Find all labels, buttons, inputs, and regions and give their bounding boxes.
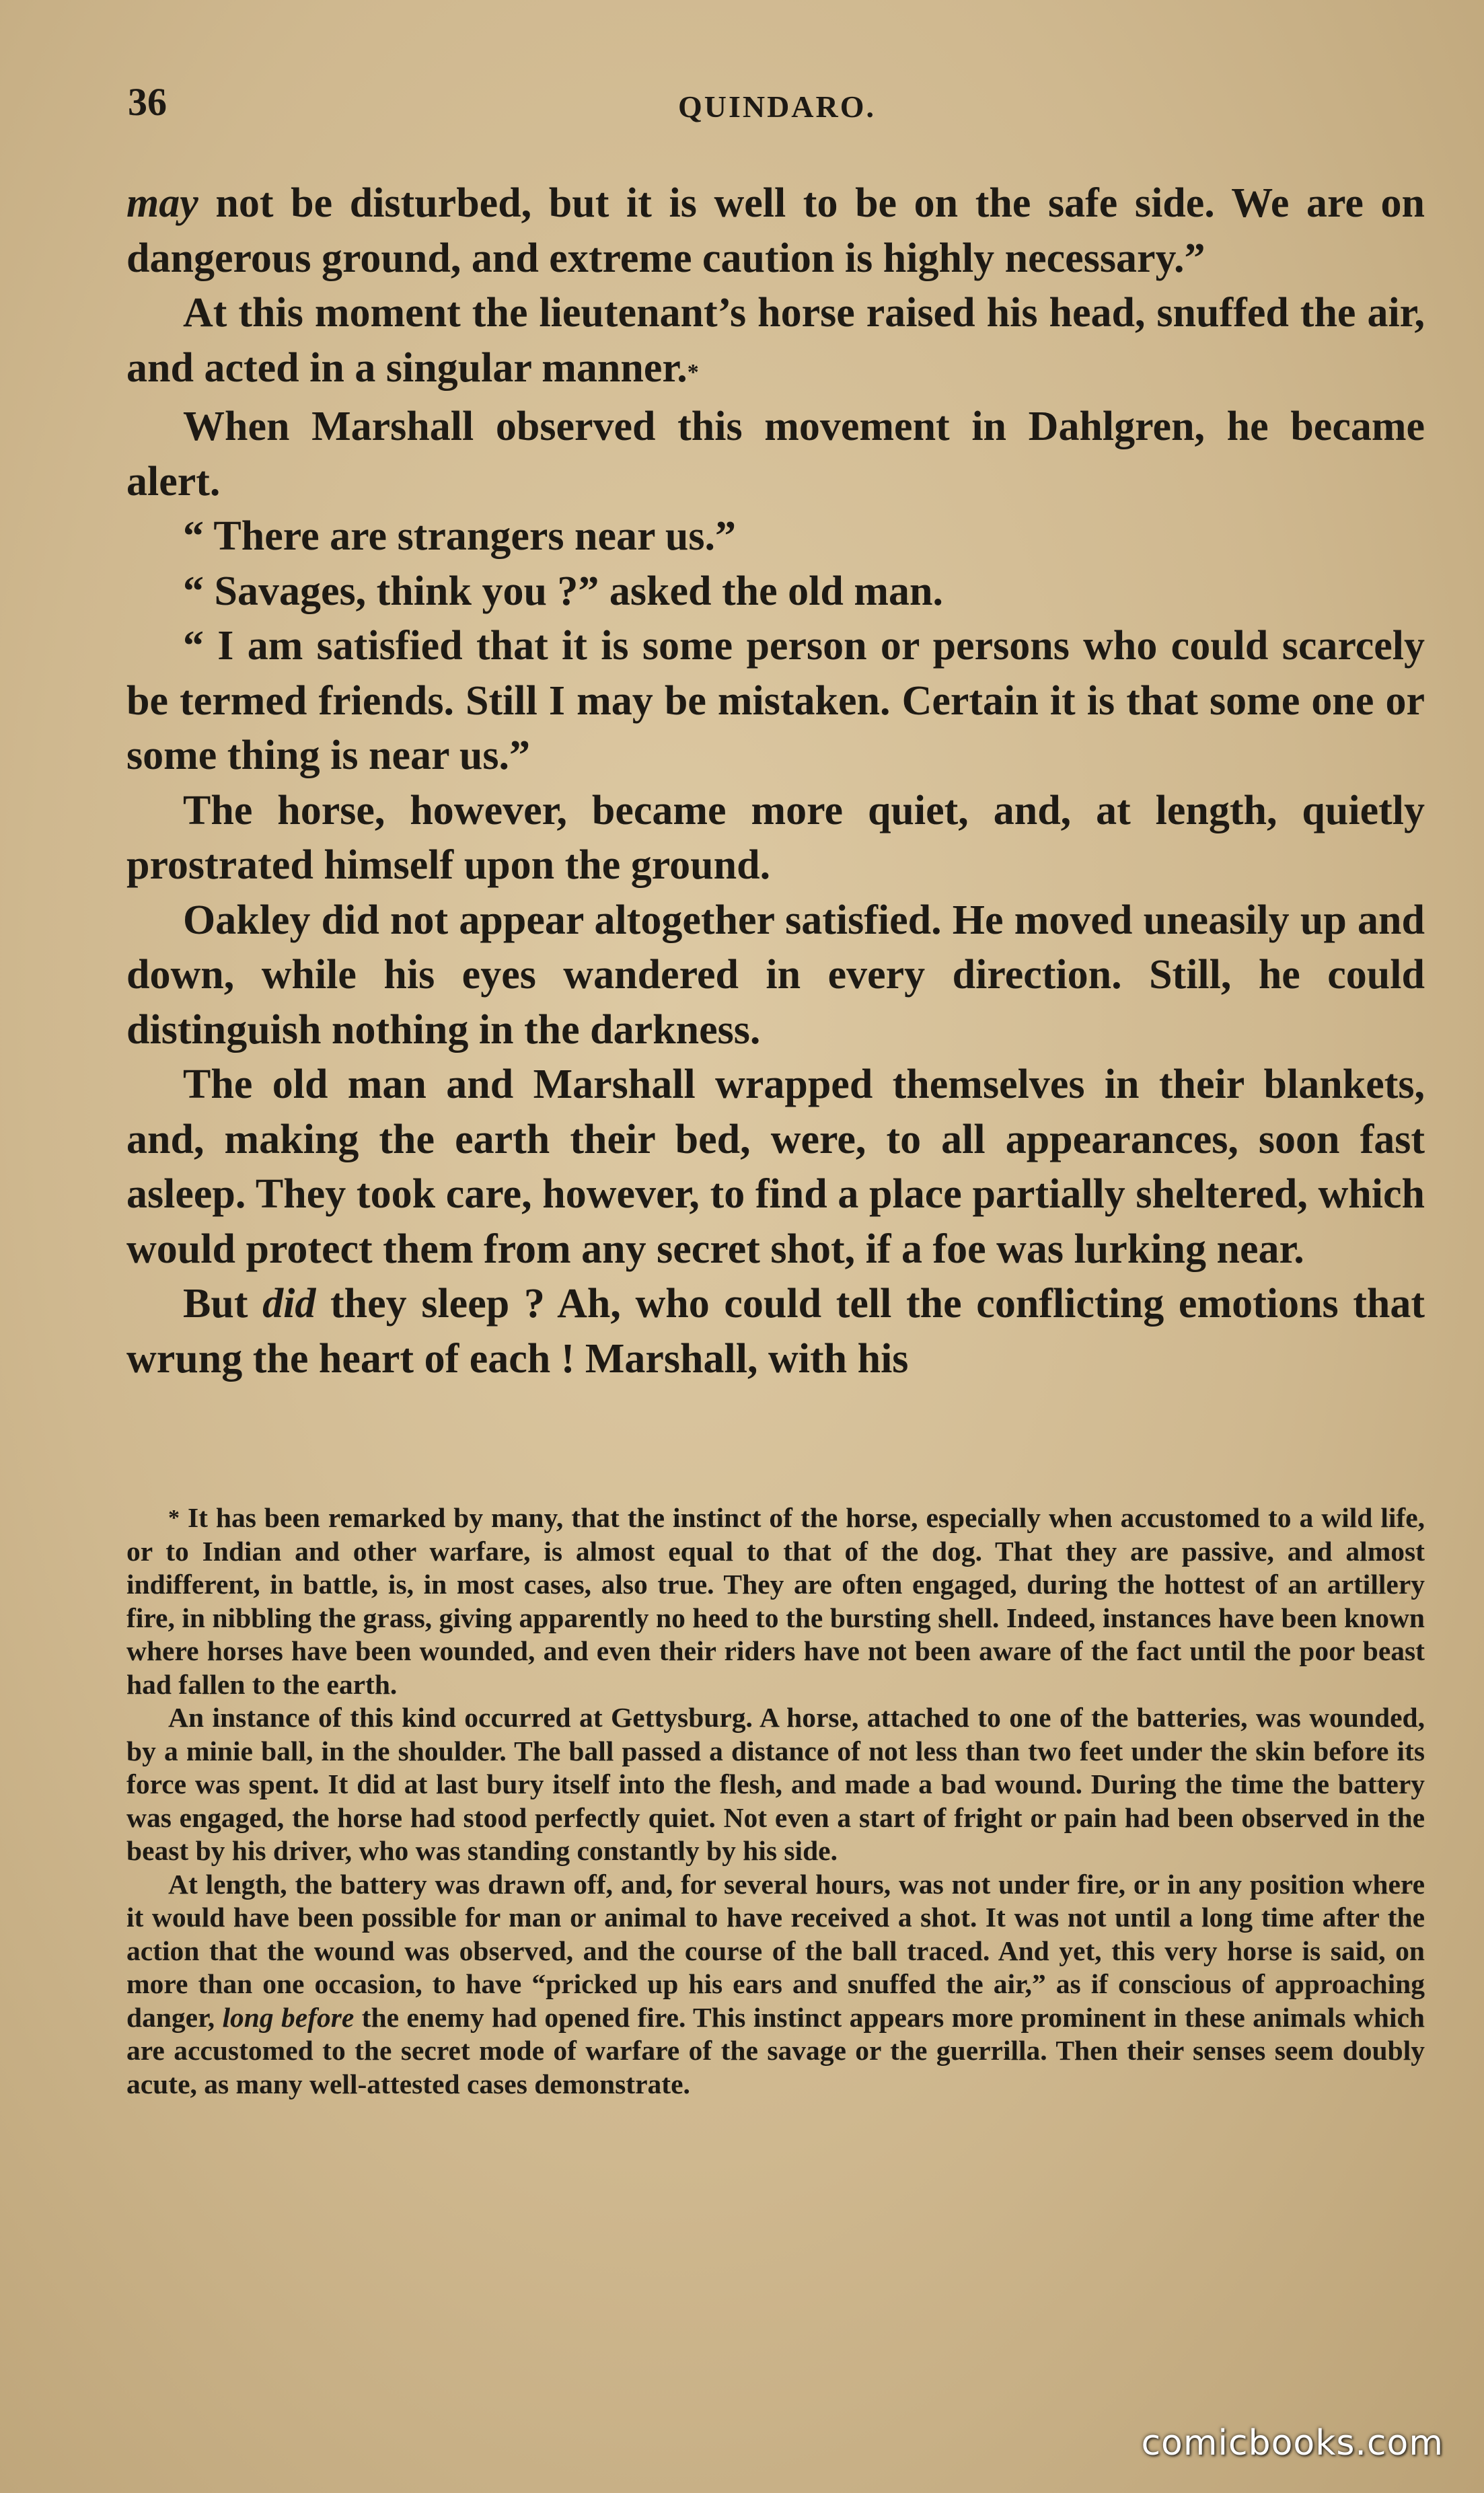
footnote-paragraph-1: * It has been remarked by many, that the instinct of the horse, especially when accustomed to a wild life, or to Indian and other warfare, is almost equal to that of the dog. That they are passive, and almost indifferent, in battle, is, in most cases, also true. They are often engaged, during the hottest of an artillery fire, in nibbling the grass, giving apparently no heed to the bursting shell. Indeed, instances have been known where horses have been wounded, and even their riders have not been aware of the fact until the poor beast had fallen to the earth. [126,1502,1425,1700]
watermark: comicbooks.com [1141,2423,1444,2463]
italic-phrase: long before [222,2001,355,2033]
paragraph-5: “ Savages, think you ?” asked the old man. [183,568,944,614]
page-header [128,79,1426,140]
footnote-marker: * [168,1505,180,1530]
paragraph-4: “ There are strangers near us.” [183,513,737,559]
paragraph-7: The horse, however, became more quiet, and, at length, quietly prostrated himself upon the ground. [126,787,1425,888]
page-number: 36 [128,80,167,124]
main-text [126,176,1425,1386]
italic-word: may [126,180,198,226]
italic-word: did [262,1281,316,1327]
paragraph-3: When Marshall observed this movement in Dahlgren, he became alert. [126,404,1425,505]
paragraph-2: At this moment the lieutenant’s horse raised his head, snuffed the air, and acted in a singular manner.* [126,290,1425,391]
footnote [126,1501,1425,2101]
paragraph-1: may not be disturbed, but it is well to be on the safe side. We are on dangerous ground, and extreme caution is highly necessary.” [126,180,1425,281]
paragraph-6: “ I am satisfied that it is some person or persons who could scarcely be termed friends. Still I may be mistaken. Certain it is that some one or some thing is near us.” [126,623,1425,778]
paragraph-8: Oakley did not appear altogether satisfied. He moved uneasily up and down, while his eyes wandered in every direction. Still, he could distinguish nothing in the darkness. [126,897,1425,1053]
running-title: QUINDARO. [677,89,877,124]
footnote-reference: * [687,359,699,385]
paragraph-10: But did they sleep ? Ah, who could tell the conflicting emotions that wrung the heart of each ! Marshall, with his [126,1281,1425,1382]
footnote-paragraph-2: An instance of this kind occurred at Gettysburg. A horse, attached to one of the batteries, was wounded, by a minie ball, in the shoulder. The ball passed a distance of not less than two feet under the skin before its force was spent. It did at last bury itself into the flesh, and made a bad wound. During the time the battery was engaged, the horse had stood perfectly quiet. Not even a start of fright or pain had been observed in the beast by his driver, who was standing constantly by his side. [126,1702,1425,1866]
paragraph-9: The old man and Marshall wrapped themselves in their blankets, and, making the earth their bed, were, to all appearances, soon fast asleep. They took care, however, to find a place partially sheltered, which would protect them from any secret shot, if a foe was lurking near. [126,1062,1425,1272]
footnote-paragraph-3: At length, the battery was drawn off, and, for several hours, was not under fire, or in any position where it would have been possible for man or animal to have received a shot. It was not until a long time after the action that the wound was observed, and the course of the ball traced. And yet, this very horse is said, on more than one occasion, to have “pricked up his ears and snuffed the air,” as if conscious of approaching danger, long before the enemy had opened fire. This instinct appears more prominent in these animals which are accustomed to the secret mode of warfare of the savage or the guerrilla. Then their senses seem doubly acute, as many well-attested cases demonstrate. [126,1868,1425,2099]
